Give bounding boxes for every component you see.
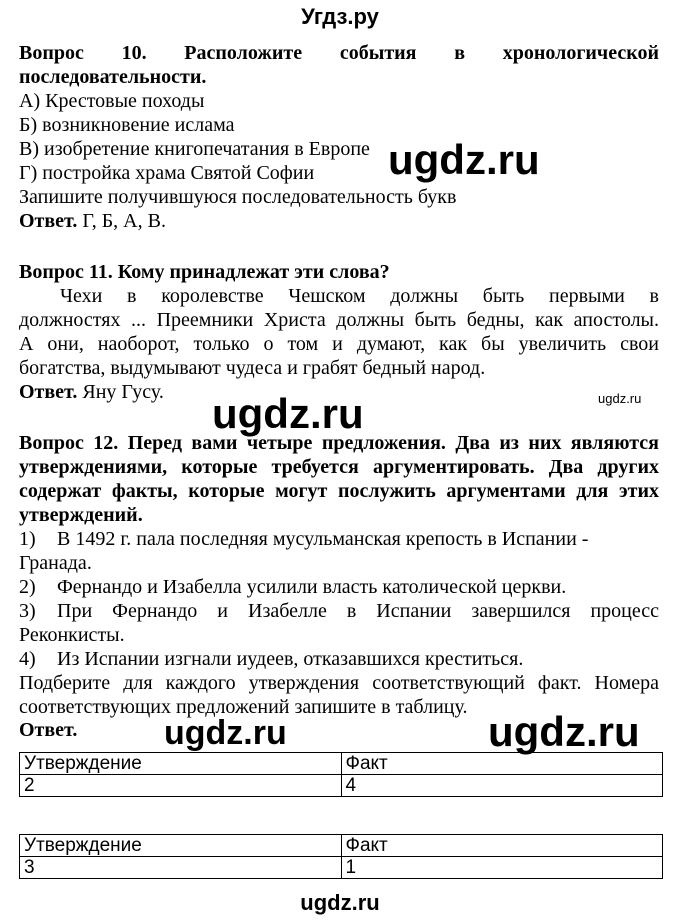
table-header-cell: Факт [341, 835, 663, 857]
q12-item-2 [19, 576, 566, 599]
q12-answer-label: Ответ. [19, 719, 78, 741]
q12-title-line3: содержат факты, которые могут послужить аргументами для этих [19, 480, 659, 502]
watermark: ugdz.ru [388, 136, 540, 183]
q12-title-line2: утверждениями, которые требуется аргументировать. Два других [19, 456, 659, 478]
q10-option-b: Б) возникновение ислама [19, 114, 235, 136]
q12-instruction-line2: соответствующих предложений запишите в таблицу. [19, 696, 468, 718]
q11-quote-line3: А они, наоборот, только о том и думают, как бы увеличить свои [19, 333, 659, 355]
q11-quote-line2: должностях ... Преемники Христа должны быть бедны, как апостолы. [19, 309, 659, 331]
watermark: ugdz.ru [164, 714, 287, 752]
q12-item-4 [19, 648, 523, 671]
watermark-small: ugdz.ru [598, 391, 642, 406]
q10-title-line2: последовательности. [19, 66, 207, 88]
answer-text: Г, Б, А, В. [77, 210, 166, 232]
item-text: Фернандо и Изабелла усилили власть католической церкви. [57, 576, 567, 598]
q11-quote-line1: Чехи в королевстве Чешском должны быть первыми в [60, 285, 659, 307]
answer-table-2 [19, 834, 663, 879]
q12-item-3-cont: Реконкисты. [19, 624, 125, 646]
table-header-cell: Утверждение [20, 753, 342, 775]
answer-table-1 [19, 752, 663, 797]
watermark: ugdz.ru [212, 390, 364, 437]
q10-option-d: Г) постройка храма Святой Софии [19, 162, 315, 184]
q11-quote-line4: богатства, выдумывают чудеса и грабят бедный народ. [19, 357, 486, 379]
table-cell: 1 [341, 857, 663, 879]
table-header-row [20, 835, 663, 857]
site-title: Угдз.ру [301, 4, 379, 29]
table-cell: 3 [20, 857, 342, 879]
q10-title-line1: Вопрос 10. Расположите события в хронологической [19, 42, 659, 64]
q12-title-line4: утверждений. [19, 504, 143, 526]
q10-instruction: Запишите получившуюся последовательность букв [19, 186, 457, 208]
watermark-footer: ugdz.ru [300, 890, 380, 915]
q12-item-1-cont: Гранада. [19, 552, 92, 574]
q10-option-c: В) изобретение книгопечатания в Европе [19, 138, 370, 160]
table-row [20, 857, 663, 879]
q11-answer [19, 381, 164, 404]
watermark: ugdz.ru [488, 708, 640, 755]
answer-label: Ответ. [19, 210, 78, 232]
table-header-cell: Утверждение [20, 835, 342, 857]
table-cell: 4 [341, 775, 663, 797]
q11-title: Вопрос 11. Кому принадлежат эти слова? [19, 261, 390, 283]
q12-instruction-line1: Подберите для каждого утверждения соответствующий факт. Номера [19, 672, 659, 694]
item-number: 2) [19, 576, 36, 598]
q10-answer [19, 210, 166, 233]
answer-label: Ответ. [19, 381, 78, 403]
table-header-cell: Факт [341, 753, 663, 775]
item-number: 1) [19, 528, 36, 550]
table-cell: 2 [20, 775, 342, 797]
q12-item-3 [19, 600, 659, 623]
item-number: 4) [19, 648, 36, 670]
item-text: Из Испании изгнали иудеев, отказавшихся креститься. [57, 648, 524, 670]
item-number: 3) [19, 600, 36, 622]
q10-option-a: А) Крестовые походы [19, 90, 205, 112]
q12-item-1 [19, 528, 659, 551]
answer-text: Яну Гусу. [77, 381, 164, 403]
item-text: В 1492 г. пала последняя мусульманская крепость в Испании - [57, 528, 589, 550]
item-text: При Фернандо и Изабелле в Испании завершился процесс [57, 600, 659, 622]
q12-title-line1: Вопрос 12. Перед вами четыре предложения. Два из них являются [19, 432, 659, 454]
table-row [20, 775, 663, 797]
